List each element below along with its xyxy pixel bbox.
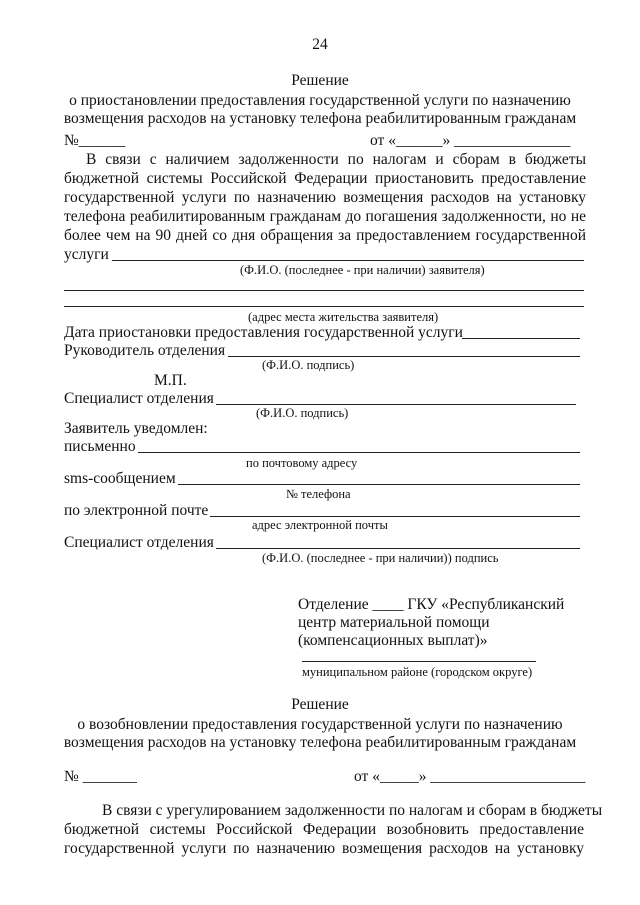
body-line: бюджетной системы Российской Федерации возобновить предоставление bbox=[64, 821, 584, 838]
decision1-title-line2: возмещения расходов на установку телефона реабилитированным гражданам bbox=[63, 110, 577, 127]
email-line[interactable] bbox=[210, 516, 580, 517]
page-number: 24 bbox=[312, 36, 328, 53]
number-blank: _______ bbox=[82, 768, 137, 785]
sms-line[interactable] bbox=[178, 484, 580, 485]
caption-email: адрес электронной почты bbox=[252, 518, 388, 532]
caption-address: (адрес места жительства заявителя) bbox=[248, 310, 439, 324]
body-last-word: услуги bbox=[64, 246, 109, 263]
decision1-title-line1: о приостановлении предоставления государственной услуги по назначению bbox=[69, 92, 571, 109]
org-line1: Отделение ____ ГКУ «Республиканский bbox=[298, 596, 565, 613]
suspension-date-label: Дата приостановки предоставления государственной услуги bbox=[64, 324, 463, 341]
suspension-date-line[interactable] bbox=[462, 338, 580, 339]
applicant-fio-line[interactable] bbox=[112, 260, 584, 261]
decision2-date: от «_____» ____________________ bbox=[354, 768, 586, 785]
number-label: № bbox=[64, 132, 79, 149]
head-signature-line[interactable] bbox=[228, 356, 580, 357]
caption-fio-sign3: (Ф.И.О. (последнее - при наличии)) подпись bbox=[262, 551, 499, 565]
body-line: телефона реабилитированным гражданам до погашения задолженности, но не bbox=[64, 208, 586, 225]
seal-mark: М.П. bbox=[154, 372, 187, 389]
body-line: бюджетной системы Российской Федерации приостановить предоставление bbox=[64, 170, 586, 187]
specialist-label: Специалист отделения bbox=[64, 390, 214, 407]
specialist-signature-line[interactable] bbox=[216, 404, 576, 405]
number-blank: ______ bbox=[78, 132, 126, 149]
org-line3: (компенсационных выплат)» bbox=[298, 632, 488, 649]
body-line: В связи с наличием задолженности по налогам и сборам в бюджеты bbox=[86, 151, 586, 168]
district-line[interactable] bbox=[302, 661, 536, 662]
decision2-heading: Решение bbox=[291, 696, 349, 713]
caption-fio-sign1: (Ф.И.О. подпись) bbox=[262, 358, 355, 372]
decision2-title-line1: о возобновлении предоставления государственной услуги по назначению bbox=[77, 716, 563, 733]
written-label: письменно bbox=[64, 438, 136, 455]
body-line: государственной услуги по назначению возмещения расходов на установку bbox=[64, 840, 584, 857]
caption-fio-applicant: (Ф.И.О. (последнее - при наличии) заявителя) bbox=[240, 263, 485, 277]
decision2-title-line2: возмещения расходов на установку телефона реабилитированным гражданам bbox=[63, 734, 577, 751]
specialist2-signature-line[interactable] bbox=[216, 548, 580, 549]
caption-fio-sign2: (Ф.И.О. подпись) bbox=[256, 406, 349, 420]
decision1-number bbox=[64, 132, 125, 150]
decision2-number bbox=[64, 768, 137, 786]
body-line: государственной услуги по назначению возмещения расходов на установку bbox=[64, 189, 586, 206]
specialist2-label: Специалист отделения bbox=[64, 534, 214, 551]
caption-phone: № телефона bbox=[286, 487, 351, 501]
sms-label: sms-сообщением bbox=[64, 470, 176, 487]
number-label: № bbox=[64, 768, 79, 785]
address-line-1[interactable] bbox=[64, 290, 584, 291]
notified-label: Заявитель уведомлен: bbox=[64, 420, 208, 437]
org-line2: центр материальной помощи bbox=[298, 614, 490, 631]
decision1-heading: Решение bbox=[291, 72, 349, 89]
decision1-date: от «______» _______________ bbox=[370, 132, 571, 149]
head-label: Руководитель отделения bbox=[64, 342, 226, 359]
body-line: В связи с урегулированием задолженности по налогам и сборам в бюджеты bbox=[102, 802, 603, 819]
email-label: по электронной почте bbox=[64, 502, 209, 519]
address-line-2[interactable] bbox=[64, 306, 584, 307]
written-line[interactable] bbox=[138, 452, 580, 453]
caption-district: муниципальном районе (городском округе) bbox=[302, 665, 533, 679]
caption-postal: по почтовому адресу bbox=[246, 456, 358, 470]
body-line: более чем на 90 дней со дня обращения за предоставлением государственной bbox=[64, 227, 586, 244]
